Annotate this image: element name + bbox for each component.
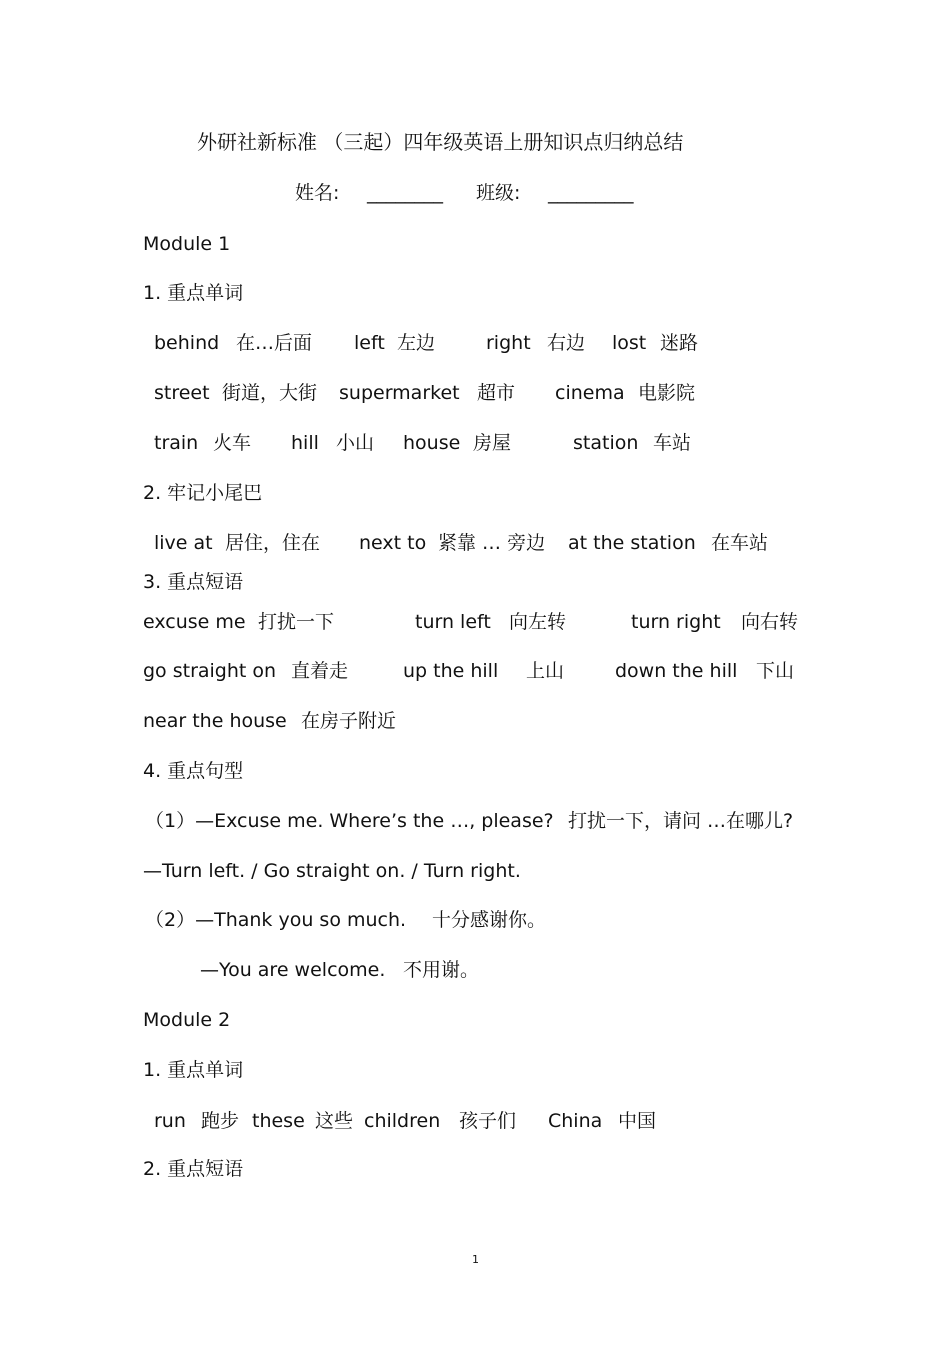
sentence-cn: 十分感谢你。 [432,909,547,931]
module-2-heading: Module 2 [143,1009,231,1031]
sentence-en: （1）—Excuse me. Where’s the …, please? [145,810,554,832]
word-en: cinema [555,382,625,404]
document-title: 外研社新标准 （三起）四年级英语上册知识点归纳总结 [197,130,684,154]
word-en: left [354,332,385,354]
name-blank: ________ [367,182,443,204]
sentence-cn: 打扰一下，请问 …在哪儿? [568,810,794,832]
word-cn: 超市 [477,382,516,404]
word-cn: 跑步 [201,1110,240,1132]
phrase-en: at the station [568,532,696,554]
word-en: street [154,382,210,404]
phrase-en: turn left [415,611,491,633]
phrase-en: down the hill [615,660,738,682]
phrase-cn: 向右转 [741,611,799,633]
page-number: 1 [472,1253,479,1266]
word-en: station [573,432,639,454]
word-cn: 左边 [397,332,436,354]
word-en: train [154,432,199,454]
m2-section-2-heading: 2. 重点短语 [143,1158,244,1180]
phrase-cn: 在车站 [711,532,769,554]
word-cn: 电影院 [638,382,696,404]
phrase-cn: 下山 [756,660,795,682]
phrase-en: live at [154,532,213,554]
word-cn: 右边 [547,332,586,354]
word-en: lost [612,332,647,354]
m1-section-4-heading: 4. 重点句型 [143,760,244,782]
word-cn: 迷路 [660,332,699,354]
class-label: 班级: [476,182,521,204]
word-cn: 在…后面 [236,332,313,354]
word-en: children [364,1110,441,1132]
word-cn: 孩子们 [459,1110,517,1132]
phrase-cn: 直着走 [291,660,349,682]
phrase-cn: 在房子附近 [301,710,397,732]
module-1-heading: Module 1 [143,233,231,255]
word-en: hill [291,432,319,454]
m2-section-1-heading: 1. 重点单词 [143,1059,244,1081]
word-cn: 车站 [653,432,692,454]
phrase-en: up the hill [403,660,499,682]
word-en: supermarket [339,382,460,404]
phrase-cn: 居住，住在 [225,532,321,554]
phrase-en: excuse me [143,611,246,633]
phrase-en: next to [359,532,427,554]
phrase-cn: 向左转 [509,611,567,633]
m1-sentence-1b: —Turn left. / Go straight on. / Turn right. [143,860,521,882]
word-cn: 中国 [618,1110,657,1132]
word-en: China [548,1110,603,1132]
sentence-en: （2）—Thank you so much. [145,909,407,931]
word-cn: 街道，大街 [222,382,318,404]
name-label: 姓名: [295,182,340,204]
word-cn: 这些 [315,1110,354,1132]
phrase-cn: 紧靠 … 旁边 [438,532,546,554]
word-cn: 小山 [336,432,375,454]
sentence-cn: 不用谢。 [403,959,480,981]
word-en: behind [154,332,220,354]
word-cn: 房屋 [473,432,512,454]
m1-section-1-heading: 1. 重点单词 [143,282,244,304]
sentence-en: —You are welcome. [200,959,386,981]
phrase-cn: 打扰一下 [258,611,335,633]
phrase-en: near the house [143,710,287,732]
phrase-en: go straight on [143,660,277,682]
word-cn: 火车 [213,432,252,454]
phrase-en: turn right [631,611,721,633]
word-en: these [252,1110,305,1132]
word-en: house [403,432,461,454]
m1-section-2-heading: 2. 牢记小尾巴 [143,482,263,504]
m1-section-3-heading: 3. 重点短语 [143,571,244,593]
word-en: run [154,1110,186,1132]
class-blank: _________ [548,182,634,204]
word-en: right [486,332,531,354]
phrase-cn: 上山 [526,660,565,682]
